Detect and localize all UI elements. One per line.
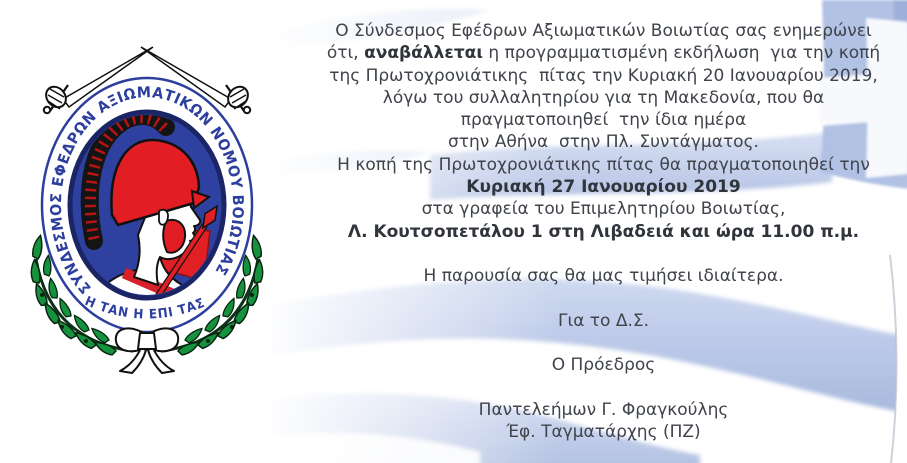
announcement-segment: της Πρωτοχρονιάτικης πίτας την Κυριακή 20 Ιανουαρίου 2019,: [329, 65, 878, 86]
announcement-segment: πραγματοποιηθεί την ίδια ημέρα: [460, 110, 747, 131]
announcement-segment: στα γραφεία του Επιμελητηρίου Βοιωτίας,: [421, 199, 786, 220]
announcement-segment: στην Αθήνα στην Πλ. Συντάγματος.: [448, 132, 759, 153]
announcement-line: [300, 421, 907, 443]
announcement-segment: ότι,: [326, 43, 365, 64]
announcement-line: [300, 65, 907, 87]
association-emblem: [28, 45, 265, 377]
announcement-line: [300, 176, 907, 198]
announcement-line: [300, 354, 907, 376]
announcement-line: [300, 109, 907, 131]
announcement-segment: Έφ. Ταγματάρχης (ΠΖ): [506, 422, 701, 443]
announcement-line: [300, 221, 907, 243]
announcement-line: [300, 310, 907, 332]
announcement-segment: Η παρουσία σας θα μας τιμήσει ιδιαίτερα.: [423, 266, 784, 287]
announcement-segment: Η κοπή της Πρωτοχρονιάτικης πίτας θα πραγματοποιηθεί την: [337, 154, 870, 175]
announcement-segment: Ο Σύνδεσμος Εφέδρων Αξιωματικών Βοιωτίας σας ενημερώνει: [335, 21, 872, 41]
blank-line: [300, 243, 907, 265]
ribbon-bow-icon: [116, 328, 178, 373]
announcement-line: [300, 399, 907, 421]
announcement-bold-segment: Κυριακή 27 Ιανουαρίου 2019: [466, 177, 741, 198]
blank-line: [300, 332, 907, 354]
announcement-line: [300, 20, 907, 42]
announcement-text: [300, 20, 907, 444]
announcement-segment: Παντελεήμων Γ. Φραγκούλης: [478, 400, 729, 421]
blank-line: [300, 377, 907, 399]
blank-line: [300, 288, 907, 310]
announcement-line: [300, 87, 907, 109]
announcement-line: [300, 265, 907, 287]
announcement-line: [300, 154, 907, 176]
announcement-line: [300, 42, 907, 64]
announcement-segment: η προγραμματισμένη εκδήλωση για την κοπή: [482, 43, 881, 64]
emblem-ring-text: ΣΥΝΔΕΣΜΟΣ ΕΦΕΔΡΩΝ ΑΞΙΩΜΑΤΙΚΩΝ ΝΟΜΟΥ ΒΟΙΩΤΙΑΣ: [46, 83, 248, 298]
announcement-line: [300, 131, 907, 153]
announcement-line: [300, 198, 907, 220]
announcement-bold-segment: αναβάλλεται: [364, 43, 483, 64]
announcement-segment: λόγω του συλλαλητηρίου για τη Μακεδονία, που θα: [382, 87, 825, 108]
announcement-bold-segment: Λ. Κουτσοπετάλου 1 στη Λιβαδειά και ώρα 11.00 π.μ.: [347, 221, 860, 242]
emblem-motto: Η ΤΑΝ Η ΕΠΙ ΤΑΣ: [82, 293, 209, 323]
announcement-segment: Ο Πρόεδρος: [551, 355, 656, 376]
announcement-segment: Για το Δ.Σ.: [557, 310, 650, 331]
